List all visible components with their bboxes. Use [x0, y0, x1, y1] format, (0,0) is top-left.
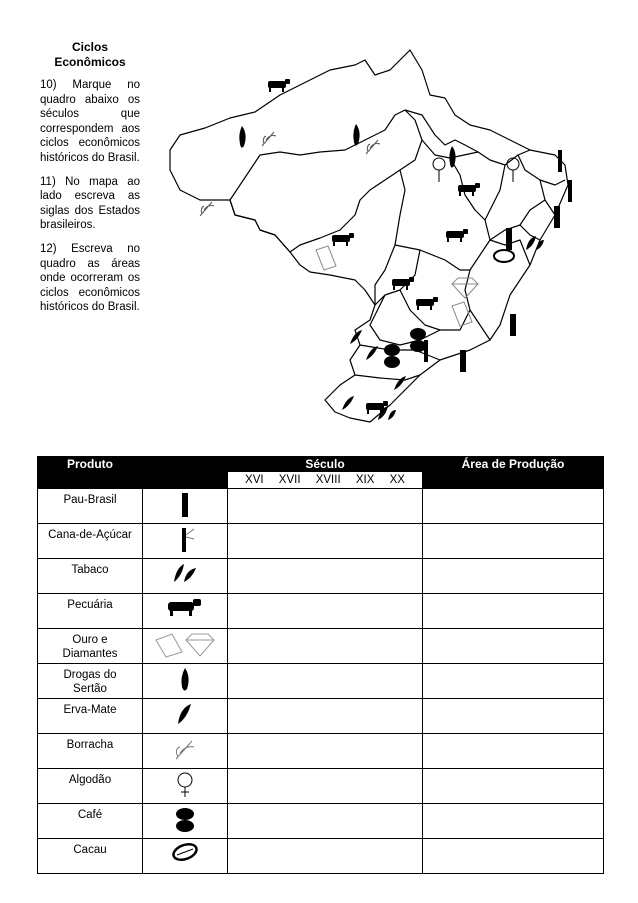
product-name: Borracha — [38, 734, 143, 769]
header-seculo: Século — [228, 457, 423, 472]
area-cell[interactable] — [423, 594, 604, 629]
ouro-diamantes-icon — [143, 629, 228, 664]
century-labels — [228, 472, 423, 489]
area-cell[interactable] — [423, 489, 604, 524]
pau-brasil-icon — [143, 489, 228, 524]
cacau-icon — [143, 839, 228, 874]
brazil-map — [160, 40, 600, 450]
cana-de-acucar-icon — [143, 524, 228, 559]
century-cell[interactable] — [228, 804, 423, 839]
area-cell[interactable] — [423, 629, 604, 664]
area-cell[interactable] — [423, 699, 604, 734]
century-cell[interactable] — [228, 559, 423, 594]
product-name: Cacau — [38, 839, 143, 874]
table-header-row — [38, 457, 604, 472]
product-name: Erva-Mate — [38, 699, 143, 734]
cafe-icon — [143, 804, 228, 839]
table-row — [38, 839, 604, 874]
product-name: Cana-de-Açúcar — [38, 524, 143, 559]
century-cell[interactable] — [228, 699, 423, 734]
cattle-icon — [268, 79, 290, 92]
product-name: Algodão — [38, 769, 143, 804]
century-cell[interactable] — [228, 839, 423, 874]
sugarcane-icon — [558, 150, 562, 172]
header-area: Área de Produção — [423, 457, 604, 472]
sugarcane-icon — [568, 180, 572, 202]
table-row — [38, 664, 604, 699]
table-row — [38, 769, 604, 804]
rubber-leaf-icon — [200, 202, 214, 216]
product-name: Pecuária — [38, 594, 143, 629]
header-produto: Produto — [38, 457, 143, 472]
century-xvii: XVII — [278, 474, 301, 486]
area-cell[interactable] — [423, 769, 604, 804]
area-cell[interactable] — [423, 524, 604, 559]
area-cell[interactable] — [423, 664, 604, 699]
pecuaria-icon — [143, 594, 228, 629]
century-cell[interactable] — [228, 489, 423, 524]
area-cell[interactable] — [423, 839, 604, 874]
area-cell[interactable] — [423, 734, 604, 769]
economic-cycles-table — [37, 456, 604, 874]
table-row — [38, 559, 604, 594]
table-row — [38, 489, 604, 524]
area-cell[interactable] — [423, 804, 604, 839]
pau-brasil-icon — [506, 228, 512, 250]
question-11: 11) No mapa ao lado escreva as siglas dos Estados brasileiros. — [40, 175, 140, 232]
century-cell[interactable] — [228, 769, 423, 804]
century-xix: XIX — [355, 474, 375, 486]
product-name: Tabaco — [38, 559, 143, 594]
century-xvi: XVI — [245, 474, 264, 486]
table-row — [38, 734, 604, 769]
product-name: Drogas do Sertão — [38, 664, 143, 699]
table-row — [38, 594, 604, 629]
pau-brasil-icon — [554, 206, 560, 228]
erva-mate-icon — [143, 699, 228, 734]
product-name: Pau-Brasil — [38, 489, 143, 524]
century-xx: XX — [389, 474, 405, 486]
area-cell[interactable] — [423, 559, 604, 594]
table-row — [38, 629, 604, 664]
product-name: Ouro e Diamantes — [38, 629, 143, 664]
page-title: Ciclos Econômicos — [54, 40, 126, 69]
question-10: 10) Marque no quadro abaixo os séculos que correspondem aos ciclos econômicos históricos do Brasil. — [40, 79, 140, 164]
pau-brasil-icon — [460, 350, 466, 372]
borracha-icon — [143, 734, 228, 769]
table-row — [38, 804, 604, 839]
algodao-icon — [143, 769, 228, 804]
tabaco-icon — [143, 559, 228, 594]
century-cell[interactable] — [228, 734, 423, 769]
century-cell[interactable] — [228, 524, 423, 559]
drogas-do-sertao-icon — [143, 664, 228, 699]
century-xviii: XVIII — [315, 474, 341, 486]
century-cell[interactable] — [228, 629, 423, 664]
century-header-row — [38, 472, 604, 489]
table-row — [38, 524, 604, 559]
question-12: 12) Escreva no quadro as áreas onde ocorreram os ciclos econômicos históricos do Brasil. — [40, 242, 140, 314]
product-rows — [38, 489, 604, 874]
pau-brasil-icon — [510, 314, 516, 336]
table-row — [38, 699, 604, 734]
product-name: Café — [38, 804, 143, 839]
century-cell[interactable] — [228, 594, 423, 629]
instructions-panel — [40, 40, 140, 324]
century-cell[interactable] — [228, 664, 423, 699]
